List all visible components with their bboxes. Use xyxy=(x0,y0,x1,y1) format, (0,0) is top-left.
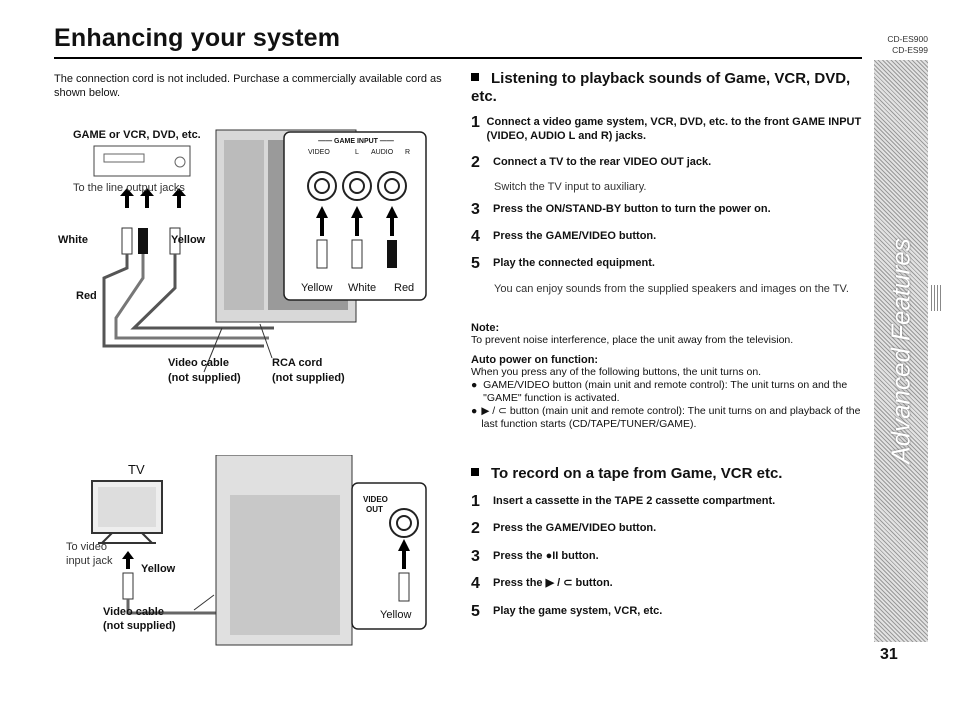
page-title: Enhancing your system xyxy=(54,24,341,52)
sidebar-label: Advanced Features xyxy=(885,238,916,464)
step-4: 4 Press the GAME/VIDEO button. xyxy=(471,228,657,245)
diagram-top-art xyxy=(54,118,434,398)
step-3: 3 Press the ●II button. xyxy=(471,548,599,565)
to-video-label: To video xyxy=(66,541,107,553)
game-input-title: —— GAME INPUT —— xyxy=(318,138,394,145)
rca-cord-label: RCA cord xyxy=(272,357,323,369)
note-text: To prevent noise interference, place the unit away from the television. xyxy=(471,334,794,346)
step-5: 5 Play the connected equipment. xyxy=(471,255,655,272)
auto-power-text: When you press any of the following buttons, the unit turns on. xyxy=(471,366,762,378)
panel-audio-label: AUDIO xyxy=(371,149,394,156)
not-supplied-label: (not supplied) xyxy=(168,372,241,384)
not-supplied-label: (not supplied) xyxy=(272,372,345,384)
auto-power-bullet: ● ▶ / ⊂ button (main unit and remote control): The unit turns on and playback of the last function starts (CD/TAPE/TUNER/GAME). xyxy=(471,405,861,430)
section-tab-marker xyxy=(931,285,942,311)
square-bullet-icon xyxy=(471,468,479,476)
section1-heading: Listening to playback sounds of Game, VCR, DVD, etc. xyxy=(471,70,851,105)
panel-r-label: R xyxy=(405,149,411,156)
step-1: 1 Insert a cassette in the TAPE 2 cassette compartment. xyxy=(471,493,776,510)
page-number: 31 xyxy=(880,646,898,663)
video-out-label-1: VIDEO xyxy=(363,495,388,504)
model-number: CD-ES99 xyxy=(892,45,928,55)
step-2-sub: Switch the TV input to auxiliary. xyxy=(494,181,647,193)
line-output-label: To the line output jacks xyxy=(73,182,185,194)
step-2: 2 Connect a TV to the rear VIDEO OUT jack. xyxy=(471,154,712,171)
auto-power-heading: Auto power on function: xyxy=(471,354,599,366)
step-3: 3 Press the ON/STAND-BY button to turn the power on. xyxy=(471,201,771,218)
note-heading: Note: xyxy=(471,322,500,334)
yellow-label: Yellow xyxy=(141,563,176,575)
not-supplied-label: (not supplied) xyxy=(103,620,176,632)
square-bullet-icon xyxy=(471,73,479,81)
step-5-sub: You can enjoy sounds from the supplied speakers and images on the TV. xyxy=(494,283,849,295)
red-label: Red xyxy=(76,290,97,302)
inset-white-label: White xyxy=(348,282,377,294)
inset-red-label: Red xyxy=(394,282,415,294)
panel-video-label: VIDEO xyxy=(308,149,330,156)
input-jack-label: input jack xyxy=(66,555,113,567)
video-cable-label: Video cable xyxy=(103,606,164,618)
inset-yellow-label: Yellow xyxy=(301,282,333,294)
step-1: 1 Connect a video game system, VCR, DVD, etc. to the front GAME INPUT (VIDEO, AUDIO L and R) jacks. xyxy=(471,114,862,142)
step-5: 5 Play the game system, VCR, etc. xyxy=(471,603,663,620)
inset-yellow-label: Yellow xyxy=(380,609,412,621)
video-cable-label: Video cable xyxy=(168,357,229,369)
white-label: White xyxy=(58,234,88,246)
video-out-label-2: OUT xyxy=(366,505,383,514)
header-rule xyxy=(54,57,862,59)
tv-label: TV xyxy=(128,462,145,477)
section2-heading: To record on a tape from Game, VCR etc. xyxy=(471,465,866,483)
step-4: 4 Press the ▶ / ⊂ button. xyxy=(471,575,613,592)
model-number: CD-ES900 xyxy=(887,34,928,44)
panel-l-label: L xyxy=(355,149,359,156)
intro-text: The connection cord is not included. Purchase a commercially available cord as shown below. xyxy=(54,73,442,99)
device-label: GAME or VCR, DVD, etc. xyxy=(73,129,201,141)
step-2: 2 Press the GAME/VIDEO button. xyxy=(471,520,657,537)
sidebar-tab xyxy=(874,60,928,642)
yellow-label: Yellow xyxy=(171,234,206,246)
note-block xyxy=(471,322,866,431)
auto-power-bullet: ● GAME/VIDEO button (main unit and remote control): The unit turns on and the "GAME" function is activated. xyxy=(471,379,848,404)
